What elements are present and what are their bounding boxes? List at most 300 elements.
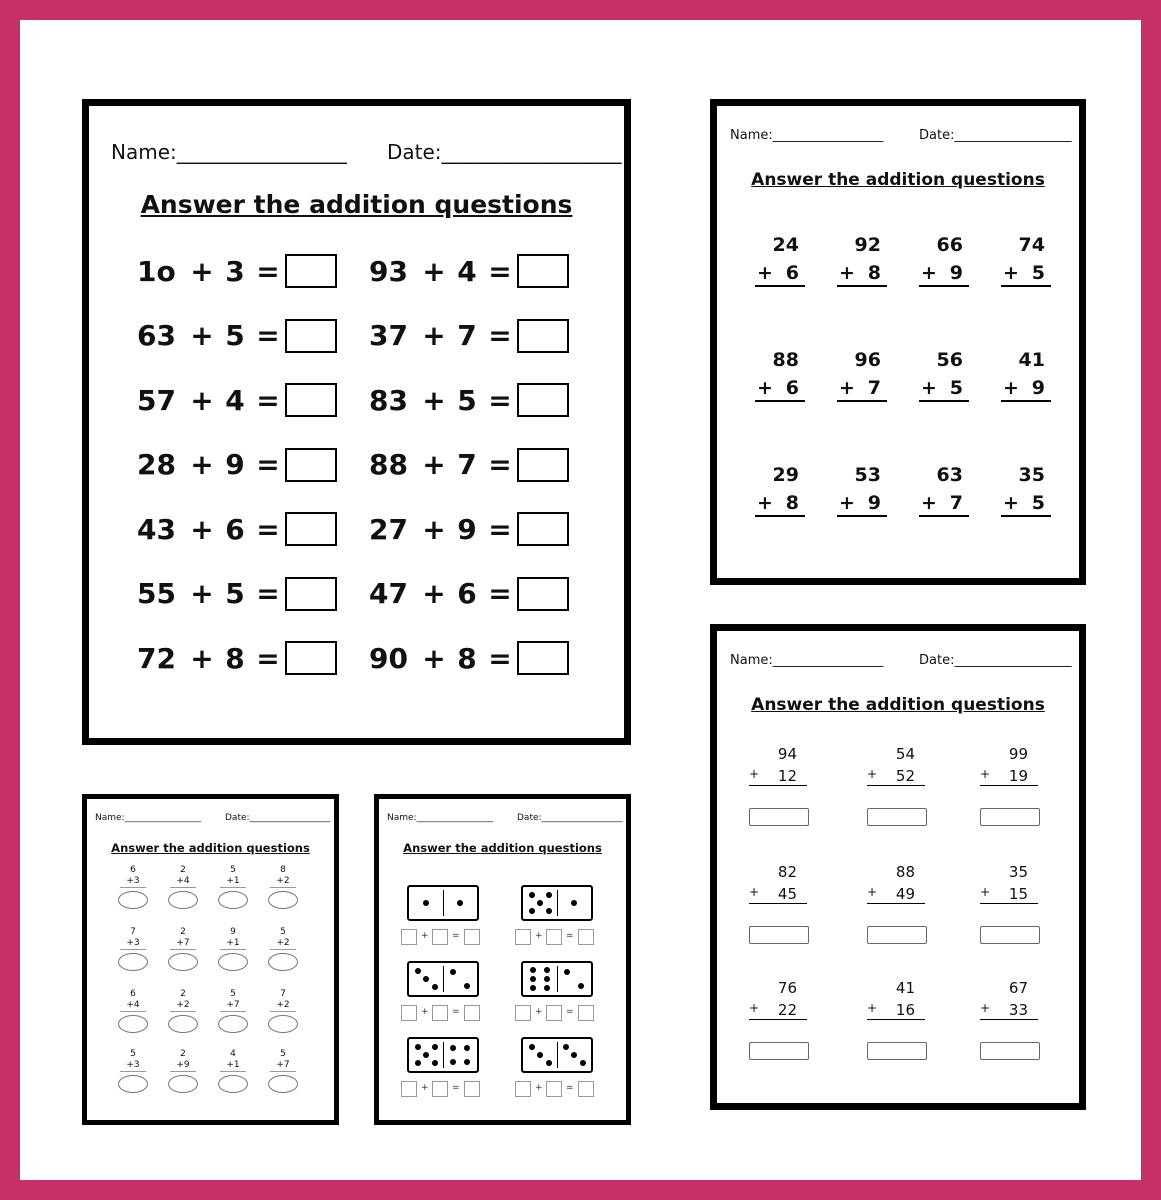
plus-sign: + — [535, 931, 543, 941]
answer-box[interactable] — [285, 319, 337, 353]
plus-sign: + — [535, 1083, 543, 1093]
answer-box[interactable] — [517, 641, 569, 675]
addend-1: 55 — [137, 577, 176, 610]
worksheet-title: Answer the addition questions — [140, 190, 573, 219]
answer-box[interactable] — [867, 1042, 927, 1060]
answer-box-right[interactable] — [432, 929, 448, 945]
addend-row — [867, 885, 925, 904]
addend-top: 82 — [777, 863, 797, 881]
addend-row — [919, 492, 969, 517]
addend-bottom: 6 — [785, 262, 799, 284]
addend-top: 92 — [854, 234, 881, 256]
answer-box[interactable] — [867, 808, 927, 826]
addend-row — [980, 767, 1038, 786]
addend-bottom: +2 — [270, 876, 296, 888]
date-label: Date: — [517, 813, 542, 823]
name-label: Name: — [111, 140, 177, 164]
equals-sign: = — [488, 577, 512, 610]
domino-pip — [432, 984, 438, 990]
plus-sign: + — [921, 377, 937, 399]
answer-ellipse[interactable] — [218, 891, 248, 909]
plus-sign: + — [422, 448, 446, 481]
answer-box-left[interactable] — [515, 1005, 531, 1021]
name-blank: _________________ — [772, 653, 884, 668]
answer-box-sum[interactable] — [578, 1005, 594, 1021]
answer-ellipse[interactable] — [218, 953, 248, 971]
addend-1: 90 — [369, 641, 408, 675]
addend-bottom: +7 — [170, 938, 196, 950]
answer-box-left[interactable] — [515, 929, 531, 945]
equation — [137, 319, 337, 353]
domino-tile — [521, 1037, 593, 1073]
answer-box[interactable] — [285, 254, 337, 288]
answer-box[interactable] — [749, 926, 809, 944]
domino-pip — [423, 1052, 429, 1058]
equation — [369, 512, 569, 546]
domino-pip — [432, 1044, 438, 1050]
domino-pip — [464, 1059, 470, 1065]
addend-bottom: 9 — [1031, 377, 1045, 399]
addend-bottom: +1 — [220, 876, 246, 888]
date-field — [919, 128, 1071, 143]
addend-row — [755, 377, 805, 402]
answer-ellipse[interactable] — [118, 891, 148, 909]
plus-sign: + — [422, 512, 446, 546]
equation — [369, 641, 569, 675]
addend-bottom: +3 — [120, 876, 146, 888]
vertical-problem — [270, 927, 296, 950]
domino-pip — [432, 1060, 438, 1066]
answer-box-left[interactable] — [401, 1081, 417, 1097]
domino-pip — [578, 983, 584, 989]
answer-box[interactable] — [285, 577, 337, 611]
addend-top: 63 — [936, 464, 963, 486]
addend-bottom: 22 — [777, 1001, 797, 1019]
addend-bottom: 5 — [1031, 262, 1045, 284]
vertical-problem — [980, 745, 1038, 786]
addend-top: 35 — [1008, 863, 1028, 881]
equals-sign: = — [256, 641, 280, 675]
equals-sign: = — [256, 319, 280, 352]
addend-bottom: 8 — [867, 262, 881, 284]
answer-box[interactable] — [980, 1042, 1040, 1060]
addend-top: 6 — [130, 865, 136, 875]
equals-sign: = — [488, 641, 512, 675]
plus-sign: + — [422, 641, 446, 675]
vertical-problem — [170, 1049, 196, 1072]
equals-sign: = — [256, 448, 280, 481]
addend-bottom: 45 — [777, 885, 797, 903]
answer-ellipse[interactable] — [218, 1075, 248, 1093]
domino-pip — [546, 892, 552, 898]
addend-bottom: 8 — [785, 492, 799, 514]
name-blank: _________________ — [416, 813, 494, 823]
date-field — [387, 140, 622, 164]
domino-pip — [529, 908, 535, 914]
addend-top: 67 — [1008, 979, 1028, 997]
addend-2: 9 — [457, 512, 477, 546]
name-label: Name: — [387, 813, 417, 823]
addend-row — [919, 377, 969, 402]
answer-box[interactable] — [285, 448, 337, 482]
answer-box[interactable] — [517, 254, 569, 288]
vertical-problem — [749, 979, 807, 1020]
domino-pip — [544, 985, 550, 991]
domino-pip — [537, 1052, 543, 1058]
plus-sign: + — [190, 577, 214, 610]
vertical-problem — [170, 865, 196, 888]
worksheet-title: Answer the addition questions — [403, 841, 602, 855]
answer-box[interactable] — [980, 808, 1040, 826]
addend-2: 7 — [457, 448, 477, 481]
answer-box[interactable] — [517, 383, 569, 417]
vertical-problem — [980, 863, 1038, 904]
addend-row — [867, 767, 925, 786]
vertical-problem — [919, 349, 969, 402]
addend-row — [749, 767, 807, 786]
answer-box-right[interactable] — [432, 1005, 448, 1021]
answer-box-right[interactable] — [546, 1081, 562, 1097]
equation — [369, 577, 569, 611]
vertical-problem — [755, 234, 805, 287]
domino-divider — [443, 966, 444, 992]
equation — [369, 254, 569, 288]
answer-ellipse[interactable] — [268, 953, 298, 971]
addend-top: 6 — [130, 989, 136, 999]
answer-ellipse[interactable] — [218, 1015, 248, 1033]
name-field — [95, 813, 201, 823]
plus-sign: + — [867, 1001, 878, 1015]
plus-sign: + — [749, 767, 760, 781]
addend-1: 88 — [369, 448, 408, 481]
addend-bottom: 7 — [867, 377, 881, 399]
equals-sign: = — [452, 1083, 460, 1093]
addend-row — [1001, 492, 1051, 517]
addend-2: 5 — [225, 577, 245, 610]
equals-sign: = — [488, 254, 512, 288]
addend-row — [837, 377, 887, 402]
addend-row — [1001, 262, 1051, 287]
equation — [369, 448, 569, 482]
addend-top: 5 — [130, 1049, 136, 1059]
answer-box-sum[interactable] — [464, 929, 480, 945]
equation — [137, 641, 337, 675]
name-field — [111, 140, 347, 164]
vertical-problem — [170, 989, 196, 1012]
vertical-problem — [749, 745, 807, 786]
addend-2: 8 — [225, 641, 245, 675]
addend-2: 5 — [225, 319, 245, 352]
plus-sign: + — [422, 319, 446, 352]
vertical-problem — [1001, 464, 1051, 517]
plus-sign: + — [867, 885, 878, 899]
date-blank: __________________ — [441, 140, 622, 164]
vertical-problem — [120, 989, 146, 1012]
vertical-problem — [220, 1049, 246, 1072]
answer-box[interactable] — [517, 319, 569, 353]
addend-1: 43 — [137, 512, 176, 546]
equals-sign: = — [256, 577, 280, 610]
addend-2: 4 — [457, 254, 477, 288]
addend-top: 8 — [280, 865, 286, 875]
domino-pip — [563, 1044, 569, 1050]
vertical-problem — [220, 865, 246, 888]
addend-bottom: 12 — [777, 767, 797, 785]
domino-pip — [546, 1060, 552, 1066]
answer-box-left[interactable] — [401, 1005, 417, 1021]
vertical-problem — [270, 989, 296, 1012]
name-blank: _________________ — [124, 813, 202, 823]
vertical-problem — [919, 464, 969, 517]
domino-pip — [415, 1044, 421, 1050]
addend-bottom: +4 — [170, 876, 196, 888]
addend-top: 5 — [230, 989, 236, 999]
answer-ellipse[interactable] — [118, 953, 148, 971]
addend-top: 88 — [895, 863, 915, 881]
answer-box[interactable] — [517, 577, 569, 611]
addend-bottom: +4 — [120, 1000, 146, 1012]
equals-sign: = — [256, 512, 280, 546]
plus-sign: + — [980, 885, 991, 899]
name-label: Name: — [730, 128, 773, 143]
vertical-problem — [220, 989, 246, 1012]
plus-sign: + — [190, 512, 214, 546]
addend-top: 2 — [180, 989, 186, 999]
plus-sign: + — [1003, 377, 1019, 399]
plus-sign: + — [757, 492, 773, 514]
domino-tile — [521, 885, 593, 921]
addend-bottom: +2 — [270, 938, 296, 950]
addend-row — [1001, 377, 1051, 402]
equals-sign: = — [566, 931, 574, 941]
addend-row — [755, 262, 805, 287]
answer-box[interactable] — [749, 808, 809, 826]
plus-sign: + — [190, 448, 214, 481]
equals-sign: = — [566, 1083, 574, 1093]
equals-sign: = — [488, 319, 512, 352]
answer-box-right[interactable] — [546, 1005, 562, 1021]
worksheet-vertical-addition — [710, 99, 1086, 585]
equation — [137, 448, 337, 482]
vertical-problem — [755, 349, 805, 402]
date-label: Date: — [919, 128, 955, 143]
domino-pip — [530, 985, 536, 991]
plus-sign: + — [921, 262, 937, 284]
answer-ellipse[interactable] — [268, 1015, 298, 1033]
domino-divider — [443, 890, 444, 916]
domino-pip — [450, 969, 456, 975]
plus-sign: + — [421, 1083, 429, 1093]
vertical-problem — [1001, 349, 1051, 402]
addend-row — [749, 1001, 807, 1020]
equals-sign: = — [566, 1007, 574, 1017]
answer-ellipse[interactable] — [168, 1015, 198, 1033]
addend-top: 5 — [280, 927, 286, 937]
answer-box-left[interactable] — [401, 929, 417, 945]
answer-box[interactable] — [749, 1042, 809, 1060]
addend-1: 63 — [137, 319, 176, 352]
addend-row — [919, 262, 969, 287]
addend-row — [980, 885, 1038, 904]
vertical-problem — [919, 234, 969, 287]
answer-box-right[interactable] — [432, 1081, 448, 1097]
date-field — [919, 653, 1071, 668]
equation — [137, 383, 337, 417]
addend-2: 6 — [225, 512, 245, 546]
vertical-problem — [980, 979, 1038, 1020]
vertical-problem — [837, 349, 887, 402]
addend-1: 28 — [137, 448, 176, 481]
domino-pip — [544, 976, 550, 982]
domino-tile — [521, 961, 593, 997]
name-label: Name: — [95, 813, 125, 823]
date-blank: __________________ — [954, 128, 1072, 143]
date-field — [225, 813, 331, 823]
answer-box[interactable] — [517, 512, 569, 546]
addend-2: 8 — [457, 641, 477, 675]
worksheet-title: Answer the addition questions — [751, 695, 1045, 715]
addend-bottom: +3 — [120, 1060, 146, 1072]
addend-bottom: +3 — [120, 938, 146, 950]
worksheet-title: Answer the addition questions — [111, 841, 310, 855]
vertical-problem — [120, 1049, 146, 1072]
answer-ellipse[interactable] — [118, 1015, 148, 1033]
answer-box[interactable] — [285, 641, 337, 675]
addend-top: 29 — [772, 464, 799, 486]
domino-tile — [407, 1037, 479, 1073]
answer-box[interactable] — [867, 926, 927, 944]
addend-top: 2 — [180, 1049, 186, 1059]
name-field — [730, 128, 883, 143]
domino-pip — [571, 1052, 577, 1058]
domino-pip — [415, 1060, 421, 1066]
addend-bottom: +1 — [220, 938, 246, 950]
addend-bottom: 9 — [867, 492, 881, 514]
domino-pip — [450, 1045, 456, 1051]
name-blank: _________________ — [176, 140, 347, 164]
addend-top: 54 — [895, 745, 915, 763]
plus-sign: + — [535, 1007, 543, 1017]
vertical-problem — [867, 863, 925, 904]
plus-sign: + — [1003, 262, 1019, 284]
answer-ellipse[interactable] — [268, 1075, 298, 1093]
equation — [137, 254, 337, 288]
addend-bottom: 6 — [785, 377, 799, 399]
domino-pip — [423, 976, 429, 982]
plus-sign: + — [749, 1001, 760, 1015]
name-field — [730, 653, 883, 668]
plus-sign: + — [867, 767, 878, 781]
plus-sign: + — [422, 383, 446, 417]
addend-1: 57 — [137, 383, 176, 417]
plus-sign: + — [422, 254, 446, 288]
addend-top: 74 — [1018, 234, 1045, 256]
addend-bottom: 5 — [949, 377, 963, 399]
plus-sign: + — [839, 377, 855, 399]
domino-pip — [450, 1059, 456, 1065]
answer-ellipse[interactable] — [118, 1075, 148, 1093]
addend-top: 9 — [230, 927, 236, 937]
answer-box-left[interactable] — [515, 1081, 531, 1097]
addend-top: 7 — [130, 927, 136, 937]
answer-box-sum[interactable] — [464, 1081, 480, 1097]
answer-ellipse[interactable] — [268, 891, 298, 909]
addend-1: 47 — [369, 577, 408, 610]
plus-sign: + — [190, 641, 214, 675]
addend-row — [980, 1001, 1038, 1020]
equals-sign: = — [256, 383, 280, 417]
answer-ellipse[interactable] — [168, 891, 198, 909]
worksheet-two-digit-addition — [710, 624, 1086, 1110]
domino-pip — [530, 967, 536, 973]
addend-1: 72 — [137, 641, 176, 675]
answer-box[interactable] — [517, 448, 569, 482]
addend-top: 35 — [1018, 464, 1045, 486]
domino-divider — [557, 966, 558, 992]
domino-pip — [530, 976, 536, 982]
plus-sign: + — [921, 492, 937, 514]
addend-top: 2 — [180, 865, 186, 875]
vertical-problem — [755, 464, 805, 517]
addend-bottom: +7 — [270, 1060, 296, 1072]
vertical-problem — [867, 745, 925, 786]
addend-top: 5 — [230, 865, 236, 875]
equals-sign: = — [488, 512, 512, 546]
addend-bottom: +2 — [170, 1000, 196, 1012]
answer-ellipse[interactable] — [168, 1075, 198, 1093]
addend-bottom: 33 — [1008, 1001, 1028, 1019]
answer-box-sum[interactable] — [464, 1005, 480, 1021]
addend-2: 7 — [457, 319, 477, 352]
plus-sign: + — [980, 767, 991, 781]
equals-sign: = — [488, 448, 512, 481]
plus-sign: + — [757, 377, 773, 399]
domino-pip — [544, 967, 550, 973]
plus-sign: + — [839, 492, 855, 514]
addend-top: 7 — [280, 989, 286, 999]
vertical-problem — [270, 1049, 296, 1072]
answer-box-right[interactable] — [546, 929, 562, 945]
answer-box[interactable] — [285, 512, 337, 546]
worksheet-single-digit-addition — [82, 794, 339, 1125]
domino-pip — [564, 969, 570, 975]
answer-box-sum[interactable] — [578, 1081, 594, 1097]
addend-row — [867, 1001, 925, 1020]
plus-sign: + — [421, 931, 429, 941]
equation — [369, 383, 569, 417]
date-blank: __________________ — [541, 813, 623, 823]
vertical-problem — [220, 927, 246, 950]
domino-divider — [557, 890, 558, 916]
answer-ellipse[interactable] — [168, 953, 198, 971]
domino-pip — [537, 900, 543, 906]
addend-top: 99 — [1008, 745, 1028, 763]
addend-1: 27 — [369, 512, 408, 546]
date-label: Date: — [225, 813, 250, 823]
plus-sign: + — [422, 577, 446, 610]
answer-box-sum[interactable] — [578, 929, 594, 945]
vertical-problem — [837, 234, 887, 287]
addend-1: 37 — [369, 319, 408, 352]
answer-box[interactable] — [285, 383, 337, 417]
answer-box[interactable] — [980, 926, 1040, 944]
addend-bottom: 16 — [895, 1001, 915, 1019]
domino-pip — [464, 983, 470, 989]
domino-pip — [415, 968, 421, 974]
equals-sign: = — [452, 1007, 460, 1017]
addend-top: 4 — [230, 1049, 236, 1059]
plus-sign: + — [839, 262, 855, 284]
